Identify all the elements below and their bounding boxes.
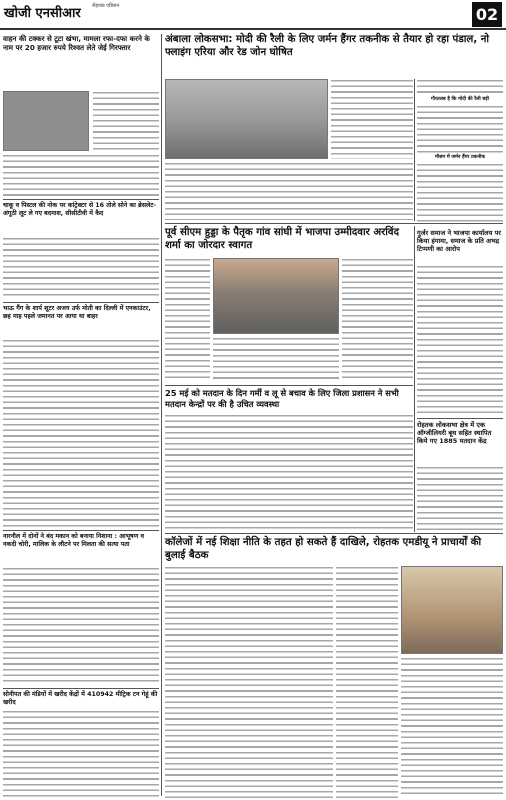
left-text-1a xyxy=(93,91,159,151)
right-text-booths xyxy=(417,466,503,530)
newspaper-brand: खोजी एनसीआर xyxy=(4,6,81,21)
story1-text-a xyxy=(331,79,413,159)
edition-meta: रोहतक एडिशन xyxy=(92,3,120,9)
left-headline-5: सोनीपत की मंडियों में खरीद केंद्रों में 410942 मीट्रिक टन गेहूं की खरीद xyxy=(3,691,158,706)
left-text-5 xyxy=(3,710,159,798)
column-divider-right-2 xyxy=(414,226,415,532)
main-headline-1: अंबाला लोकसभा: मोदी की रैली के लिए जर्मन हैंगर तकनीक से तैयार हो रहा पंडाल, नो फ्लाइंग एरिया और रेड जोन घोषित xyxy=(165,34,490,58)
left-column xyxy=(3,34,159,798)
story2-text-c xyxy=(342,258,413,382)
right-subhead-2: मौसम में जर्मन हैंगर तकनीक xyxy=(434,155,486,160)
left-divider-3 xyxy=(3,530,159,531)
left-headline-4: नारनौल में दोनों ने बंद मकान को बनाया निशाना : आभूषण व नकदी चोरी, मालिक के लौटने पर मिलता की सत्या पता xyxy=(3,533,144,548)
left-text-3 xyxy=(3,339,159,527)
left-photo-1 xyxy=(3,91,89,151)
main-headline-2: पूर्व सीएम हुड्डा के पैतृक गांव सांघी में भाजपा उम्मीदवार अरविंद शर्मा का जोरदार स्वागत xyxy=(165,227,399,251)
right-text-gurjar xyxy=(417,265,503,415)
main-divider-2 xyxy=(165,385,413,386)
story4-text-b xyxy=(336,566,398,798)
right-text-3 xyxy=(417,163,503,223)
left-divider-1 xyxy=(3,199,159,200)
left-headline-2: चाकू व पिस्टल की नोक पर कांट्रेक्टर से 16 तोले सोने का ब्रेसलेट-अंगूठी लूट ले गए बदमाश, सीसीटीवी में कैद xyxy=(3,202,157,217)
right-headline-booths: रोहतक लोकसभा क्षेत्र में एक ऑग्जीलियरी बूथ सहित स्थापित किये गए 1885 मतदान केंद्र xyxy=(417,421,492,446)
column-divider-left xyxy=(161,34,162,796)
story1-text-b xyxy=(165,162,413,220)
main-divider-3 xyxy=(165,533,503,534)
left-headline-3: भाऊ गैंग के शार्प शूटर अजय उर्फ मोती का दिल्ली में एनकाउंटर, छह माह पहले जमानत पर आया था बाहर xyxy=(3,305,151,320)
left-headline-1: वाहन की टक्कर से टूटा खंभा, मामला रफा-दफा करने के नाम पर 20 हजार रुपये रिश्वत लेते जेई गिरफ्तार xyxy=(3,34,150,52)
story3-text xyxy=(165,414,413,530)
right-subhead-1: गौरतलब है कि मोदी की रैली बड़ी xyxy=(431,97,489,102)
main-headline-4: कॉलेजों में नई शिक्षा नीति के तहत हो सकते हैं दाखिले, रोहतक एमडीयू ने प्राचार्यों की बुलाई बैठक xyxy=(165,537,482,561)
story2-text-a xyxy=(165,258,210,382)
story4-text-c xyxy=(401,657,503,798)
left-divider-2 xyxy=(3,302,159,303)
mdu-building-photo xyxy=(401,566,503,654)
right-headline-gurjar: गुर्जर समाज ने भाजपा कार्यालय पर किया हंगामा, समाज के प्रति अभद्र टिप्पणी का आरोप xyxy=(417,229,501,254)
story2-text-b xyxy=(213,337,339,382)
right-divider-1 xyxy=(417,418,503,419)
left-text-1b xyxy=(3,154,159,196)
right-column xyxy=(417,79,503,229)
right-text-2 xyxy=(417,105,503,153)
left-divider-4 xyxy=(3,688,159,689)
left-text-4 xyxy=(3,567,159,685)
story4-text-a xyxy=(165,566,333,798)
sanghi-welcome-photo xyxy=(213,258,339,334)
page-number: 02 xyxy=(472,2,502,27)
right-text-1 xyxy=(417,79,503,95)
main-headline-3: 25 मई को मतदान के दिन गर्मी व लू से बचाव के लिए जिला प्रशासन ने सभी मतदान केन्द्रों पर की है उचित व्यवस्था xyxy=(165,388,399,409)
column-divider-right xyxy=(414,79,415,221)
masthead xyxy=(0,0,506,30)
rally-pandal-photo xyxy=(165,79,328,159)
left-text-2 xyxy=(3,237,159,299)
